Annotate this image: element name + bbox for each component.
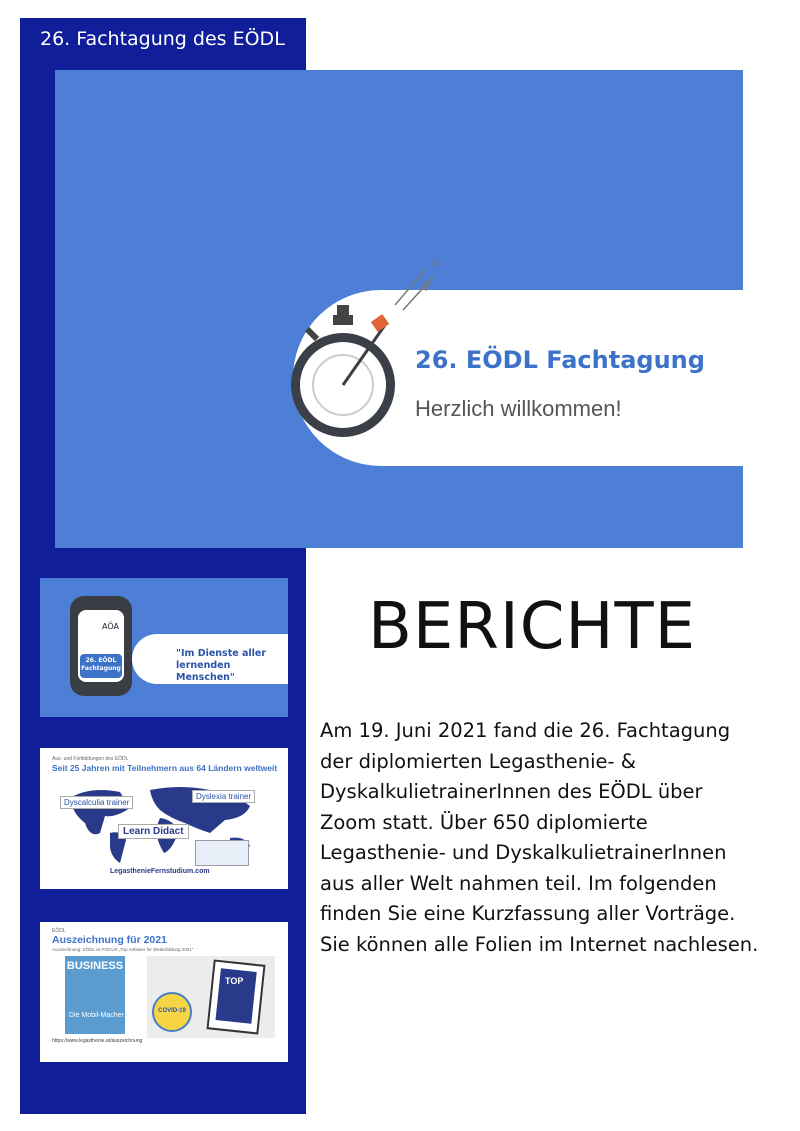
certificate-graphic (195, 840, 249, 866)
sidebar-title: 26. Fachtagung des EÖDL (40, 28, 285, 50)
hero-subtitle: Herzlich willkommen! (415, 396, 622, 421)
watch-label (80, 654, 122, 678)
magazine-cover (65, 956, 125, 1034)
page-heading: BERICHTE (368, 590, 697, 664)
slide-title: Auszeichnung für 2021 (52, 934, 167, 946)
slide-thumbnail-award (40, 922, 288, 1062)
hero-slide (55, 70, 743, 548)
watch-line-2: Fachtagung (81, 665, 121, 672)
report-paragraph: Am 19. Juni 2021 fand die 26. Fachtagung der diplomierten Legasthenie- & DyskalkulietrainerInnen des EÖDL über Zoom statt. Über 650 diplomierte Legasthenie- und DyskalkulietrainerInnen aus aller Welt nahmen teil. Im folgenden finden Sie eine Kurzfassung aller Vorträge. Sie können alle Folien im Internet nachlesen. (320, 719, 759, 956)
slide-thumbnail-watch (40, 578, 288, 717)
watch-line-1: 26. EÖDL (85, 657, 117, 664)
slide-subtitle: Auszeichnung: EÖDL ist FOCUS „Top Anbieter für Weiterbildung 2021“ (52, 947, 194, 952)
slide-title: Seit 25 Jahren mit Teilnehmern aus 64 Ländern weltweit (52, 763, 278, 773)
top-frame (206, 959, 265, 1034)
watch-badge: AÖA (102, 622, 119, 631)
hero-title: 26. EÖDL Fachtagung (415, 346, 705, 374)
slide-kicker: Aus- und Fortbildungen des EÖDL (52, 756, 129, 762)
slide-kicker: EÖDL (52, 928, 66, 934)
label-learn-didact: Learn Didact (118, 824, 189, 839)
top-label: TOP (225, 976, 244, 986)
covid-label: COVID-19 (158, 1008, 186, 1014)
slide-thumbnail-map (40, 748, 288, 889)
label-dyscalculia: Dyscalculia trainer (60, 796, 133, 809)
slide-url: https://www.legasthenie.at/auszeichnung (52, 1038, 143, 1044)
magazine-title: BUSINESS (66, 960, 124, 972)
label-dyslexia: Dyslexia trainer (192, 790, 255, 803)
magazine-cover-text: Die Mobil-Macher (69, 1012, 124, 1019)
quote-text: "Im Dienste aller lernenden Menschen" (176, 648, 267, 683)
slide-url: LegasthenieFernstudium.com (110, 868, 210, 875)
